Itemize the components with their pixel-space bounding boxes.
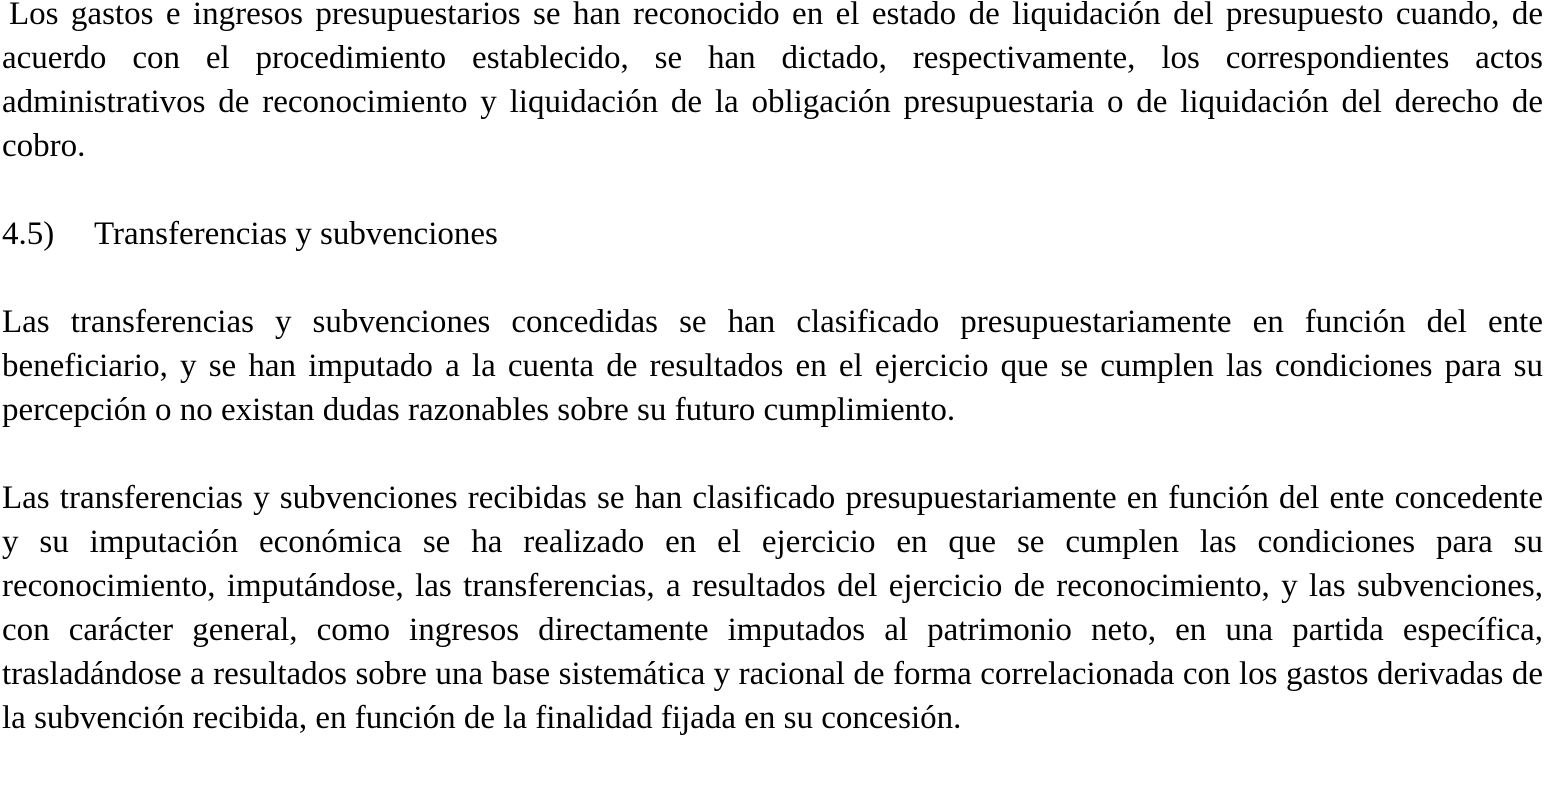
paragraph-transfers-received: Las transferencias y subvenciones recibidas se han clasificado presupuestariamente en función del ente concedente y su imputación económica se ha realizado en el ejercicio en que se cumplen las condiciones para su reconocimiento, imputándose, las transferencias, a resultados del ejercicio de reconocimiento, y las subvenciones, con carácter general, como ingresos directamente imputados al patrimonio neto, en una partida específica, trasladándose a resultados sobre una base sistemática y racional de forma correlacionada con los gastos derivadas de la subvención recibida, en función de la finalidad fijada en su concesión.: [2, 480, 1543, 736]
section-title: Transferencias y subvenciones: [94, 216, 498, 252]
paragraph-budget-recognition: Los gastos e ingresos presupuestarios se han reconocido en el estado de liquidación del presupuesto cuando, de acuerdo con el procedimiento establecido, se han dictado, respectivamente, los correspondientes actos administrativos de reconocimiento y liquidación de la obligación presupuestaria o de liquidación del derecho de cobro.: [2, 0, 1543, 164]
section-heading: [2, 212, 1543, 256]
section-number: 4.5): [2, 216, 55, 252]
paragraph-spacer: [2, 432, 1543, 476]
paragraph-spacer: [2, 168, 1543, 212]
paragraph-spacer: [2, 256, 1543, 300]
paragraph-transfers-granted: Las transferencias y subvenciones concedidas se han clasificado presupuestariamente en función del ente beneficiario, y se han imputado a la cuenta de resultados en el ejercicio que se cumplen las condiciones para su percepción o no existan dudas razonables sobre su futuro cumplimiento.: [2, 304, 1543, 428]
document-page: [2, 0, 1543, 740]
